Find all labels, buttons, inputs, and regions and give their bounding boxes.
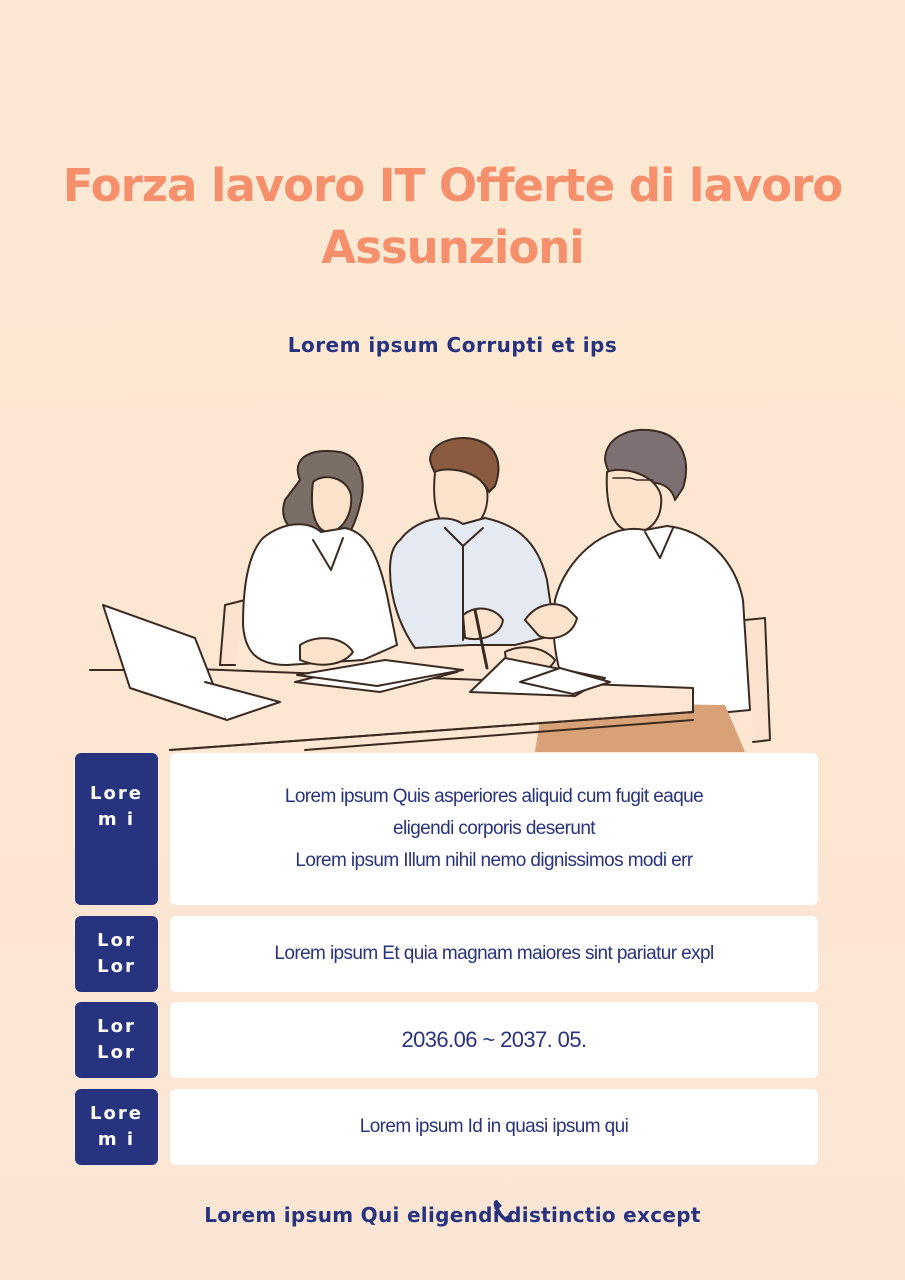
row-label-4-line-2: m i [97,1129,136,1150]
row-1-text-3: Lorem ipsum Illum nihil nemo dignissimos modi err [295,850,693,871]
row-content-3 [170,1002,818,1078]
info-row-1 [75,753,818,905]
row-1-text-2: eligendi corporis deserunt [393,818,595,839]
row-label-1 [75,753,158,905]
title-line-2: Assunzioni [321,221,584,274]
row-label-3 [75,1002,158,1078]
row-1-text-1: Lorem ipsum Quis asperiores aliquid cum fugit eaque [284,786,704,807]
row-label-2-line-2: Lor [97,956,136,977]
meeting-illustration [85,420,785,752]
info-row-2 [75,916,818,992]
info-row-3 [75,1002,818,1078]
row-content-1 [170,753,818,905]
info-row-4 [75,1089,818,1165]
page-title [40,155,865,279]
row-3-date-range: 2036.06 ~ 2037. 05. [401,1027,587,1052]
row-label-3-line-2: Lor [97,1042,136,1063]
row-content-4 [170,1089,818,1165]
row-content-2 [170,916,818,992]
row-label-3-line-1: Lor [97,1016,136,1037]
row-label-1-line-2: m i [97,809,136,830]
row-2-text-1: Lorem ipsum Et quia magnam maiores sint pariatur expl [274,943,714,964]
row-4-text-1: Lorem ipsum Id in quasi ipsum qui [359,1116,629,1137]
row-label-4-line-1: Lore [90,1103,143,1124]
row-label-4 [75,1089,158,1165]
row-label-2 [75,916,158,992]
row-label-1-line-1: Lore [90,783,143,804]
title-line-1: Forza lavoro IT Offerte di lavoro [62,159,843,212]
row-label-2-line-1: Lor [97,930,136,951]
subtitle: Lorem ipsum Corrupti et ips [287,333,618,357]
phone-icon [492,1198,514,1224]
footer-contact: Lorem ipsum Qui eligendi distinctio except [204,1203,701,1227]
